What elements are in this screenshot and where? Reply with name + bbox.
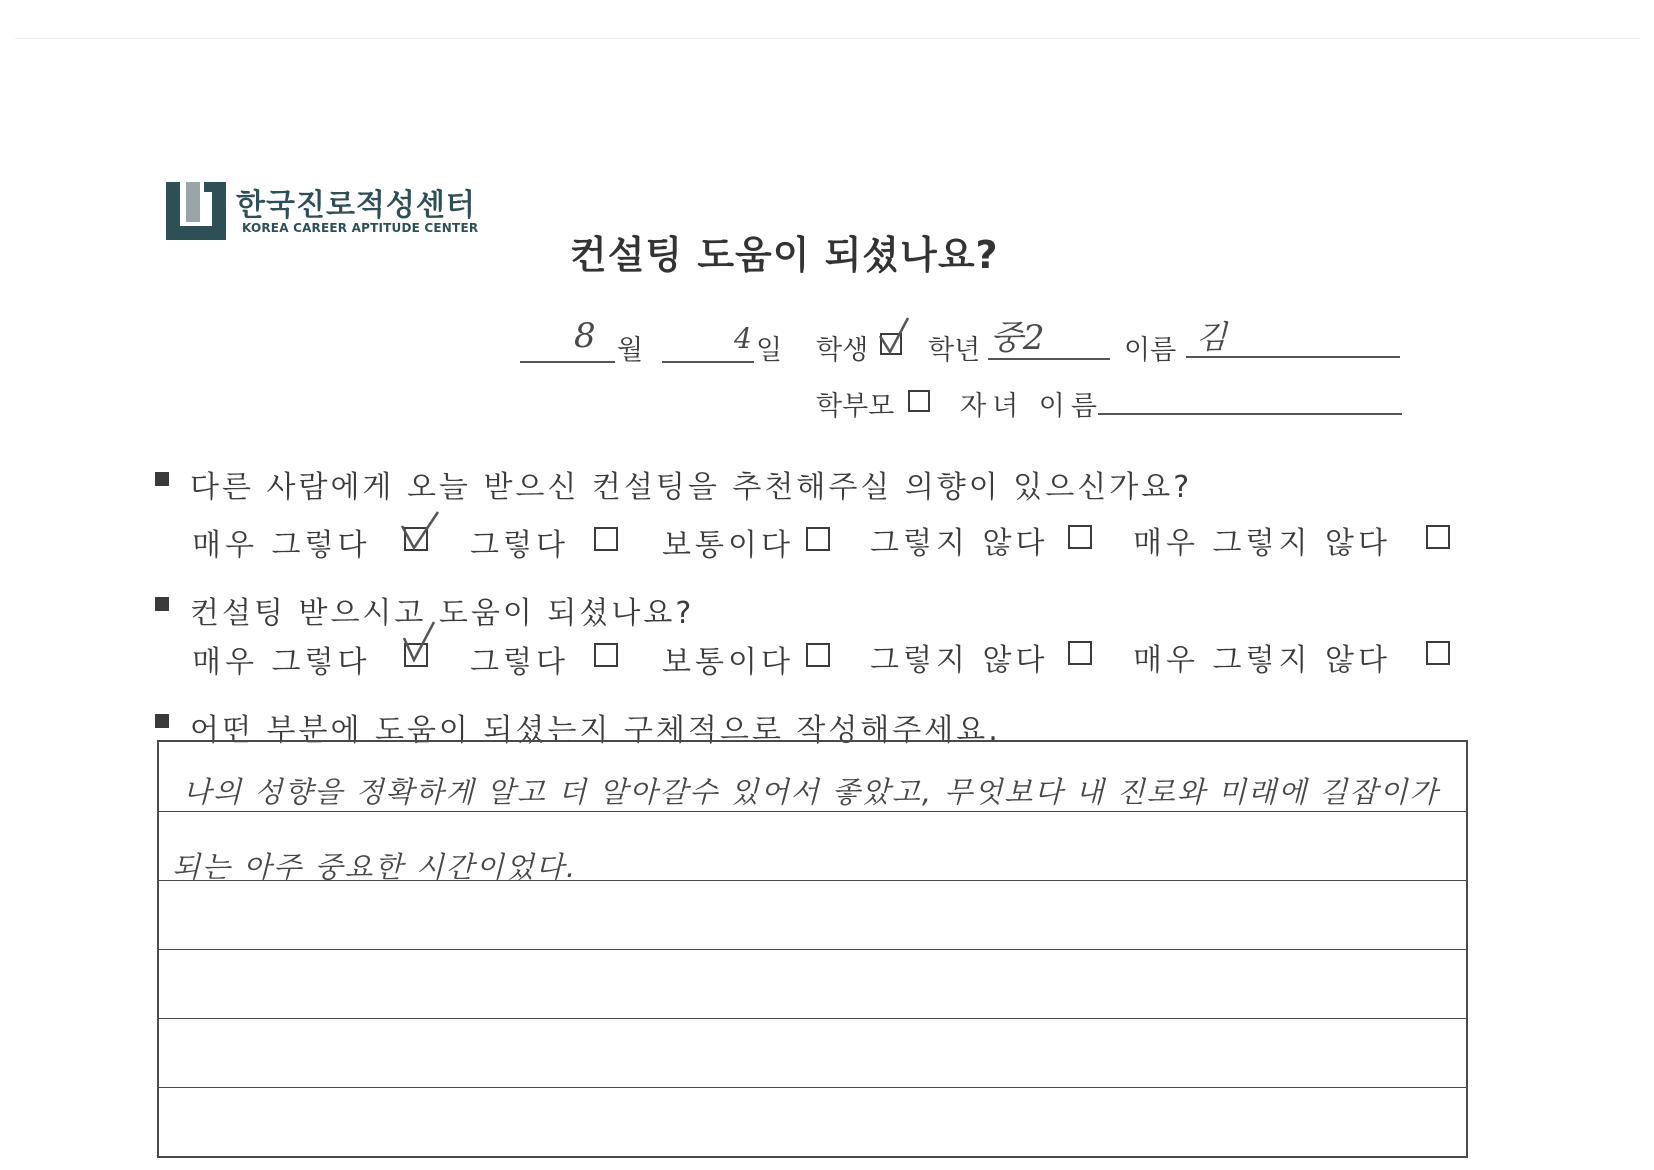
q2-option-very-yes: 매우 그렇다 — [192, 645, 371, 680]
center-logo-icon — [166, 182, 226, 240]
name-line — [1186, 356, 1400, 358]
name-handwritten: 김 — [1196, 318, 1227, 356]
question-bullet — [155, 714, 169, 728]
q1-check-mark-icon — [398, 508, 442, 554]
answer-ruled-line — [157, 1018, 1468, 1019]
answer-ruled-line — [157, 811, 1468, 812]
q2-option-neutral: 보통이다 — [662, 645, 794, 680]
q1-yes-checkbox[interactable] — [594, 527, 618, 551]
q2-option-yes: 그렇다 — [470, 645, 569, 680]
q2-no-checkbox[interactable] — [1068, 641, 1092, 665]
logo-name-english: KOREA CAREER APTITUDE CENTER — [242, 221, 479, 235]
q1-no-checkbox[interactable] — [1068, 525, 1092, 549]
q2-very-no-checkbox[interactable] — [1426, 641, 1450, 665]
q2-yes-checkbox[interactable] — [594, 643, 618, 667]
answer-ruled-line — [157, 949, 1468, 950]
q2-option-no: 그렇지 않다 — [870, 643, 1049, 678]
answer-handwritten-line-2: 되는 아주 중요한 시간이었다. — [172, 850, 578, 884]
form-title: 컨설팅 도움이 되셨나요? — [570, 233, 999, 277]
q1-option-neutral: 보통이다 — [662, 528, 794, 563]
month-line — [520, 361, 615, 363]
question-bullet — [155, 472, 169, 486]
month-handwritten: 8 — [574, 316, 596, 356]
student-label: 학생 — [816, 335, 869, 366]
grade-handwritten: 중2 — [990, 318, 1045, 358]
day-line — [662, 361, 754, 363]
grade-line — [988, 358, 1110, 360]
q1-neutral-checkbox[interactable] — [806, 527, 830, 551]
child-name-label: 자녀 이름 — [960, 391, 1103, 422]
q1-option-very-yes: 매우 그렇다 — [192, 528, 371, 563]
question-3-text: 어떤 부분에 도움이 되셨는지 구체적으로 작성해주세요. — [190, 713, 1001, 748]
scan-edge-line — [15, 38, 1640, 39]
q1-option-no: 그렇지 않다 — [870, 526, 1049, 561]
q1-option-very-no: 매우 그렇지 않다 — [1133, 526, 1391, 561]
q2-neutral-checkbox[interactable] — [806, 643, 830, 667]
q1-option-yes: 그렇다 — [470, 528, 569, 563]
student-check-mark-icon — [876, 314, 914, 358]
day-handwritten: 4 — [734, 322, 752, 355]
answer-ruled-line — [157, 1087, 1468, 1088]
grade-label: 학년 — [928, 335, 981, 366]
day-label: 일 — [756, 335, 783, 366]
question-1-text: 다른 사람에게 오늘 받으신 컨설팅을 추천해주실 의향이 있으신가요? — [190, 470, 1193, 505]
child-name-line — [1098, 413, 1402, 415]
question-bullet — [155, 597, 169, 611]
question-2-text: 컨설팅 받으시고 도움이 되셨나요? — [190, 596, 695, 631]
q2-check-mark-icon — [400, 618, 440, 664]
parent-checkbox[interactable] — [908, 390, 930, 412]
logo-name-korean: 한국진로적성센터 — [236, 188, 476, 223]
q2-option-very-no: 매우 그렇지 않다 — [1133, 643, 1391, 678]
q1-very-no-checkbox[interactable] — [1426, 525, 1450, 549]
name-label: 이름 — [1124, 335, 1177, 366]
month-label: 월 — [617, 335, 644, 366]
parent-label: 학부모 — [816, 391, 895, 422]
answer-handwritten-line-1: 나의 성향을 정확하게 알고 더 알아갈수 있어서 좋았고, 무엇보다 내 진로와 미래에 길잡이가 — [183, 775, 1440, 809]
